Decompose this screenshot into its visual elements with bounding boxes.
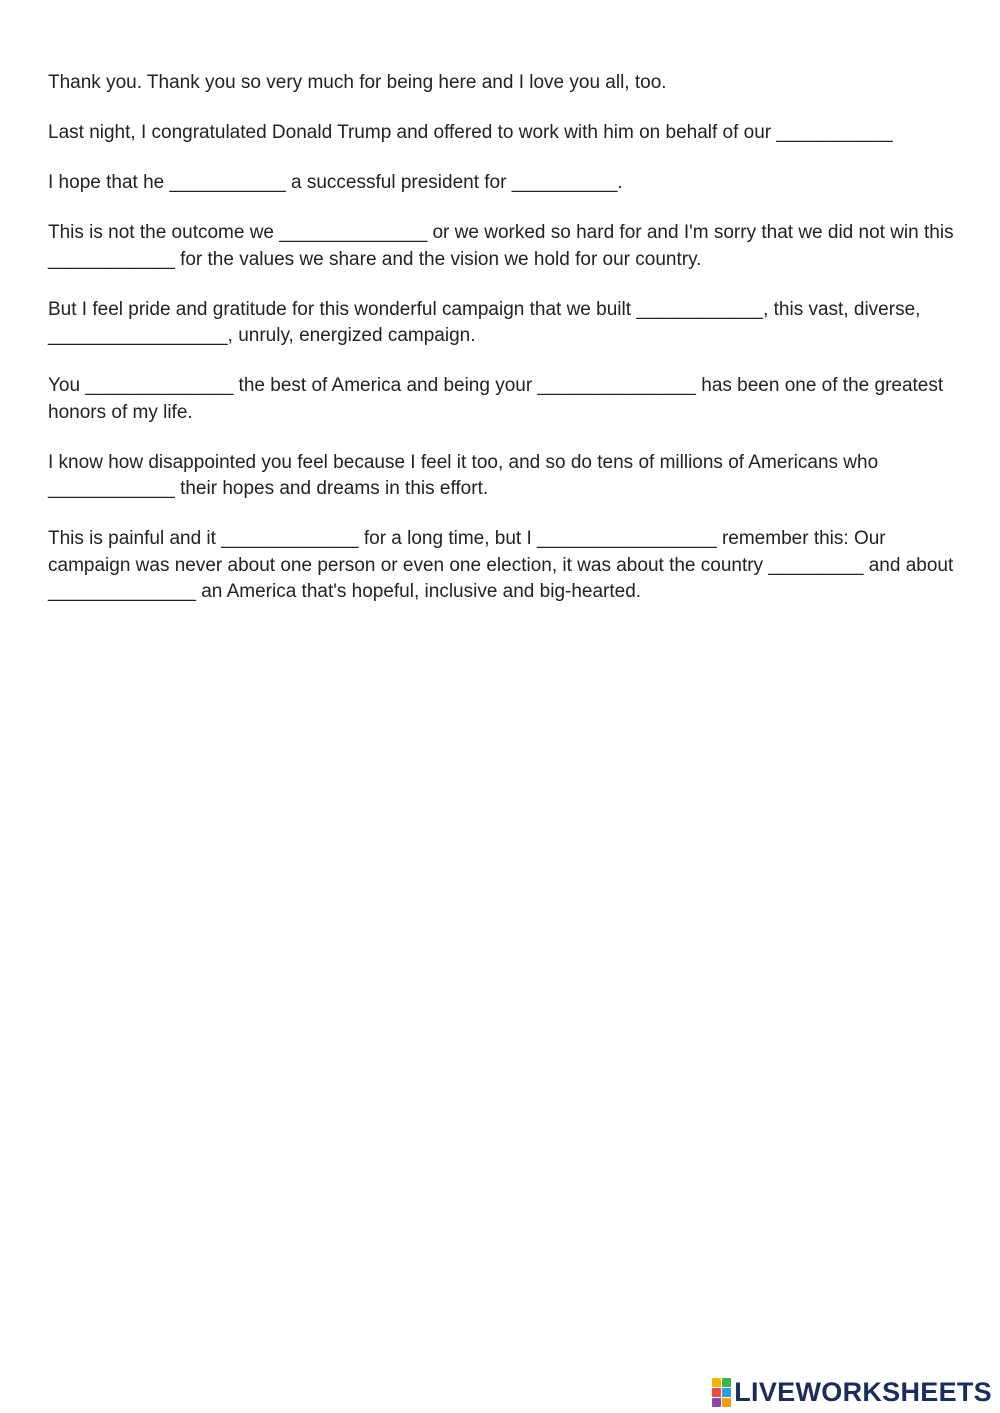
worksheet-body bbox=[48, 70, 958, 629]
paragraph-5: But I feel pride and gratitude for this wonderful campaign that we built ____________, this vast, diverse, _________________, unruly, energized campaign. bbox=[48, 298, 921, 346]
liveworksheets-brand bbox=[712, 1377, 992, 1407]
paragraph-3: I hope that he ___________ a successful president for __________. bbox=[48, 172, 623, 193]
logo-tile bbox=[722, 1388, 731, 1397]
logo-tile bbox=[712, 1398, 721, 1407]
brand-wordmark: LIVEWORKSHEETS bbox=[734, 1376, 992, 1407]
paragraph-2: Last night, I congratulated Donald Trump and offered to work with him on behalf of our ___________ bbox=[48, 122, 893, 143]
logo-tile bbox=[722, 1378, 731, 1387]
paragraph-6: You ______________ the best of America and being your _______________ has been one of the greatest honors of my life. bbox=[48, 375, 944, 423]
logo-tile bbox=[712, 1378, 721, 1387]
paragraph-4: This is not the outcome we ______________ or we worked so hard for and I'm sorry that we did not win this ____________ for the values we share and the vision we hold for our country. bbox=[48, 222, 954, 270]
paragraph-1: Thank you. Thank you so very much for being here and I love you all, too. bbox=[48, 72, 667, 93]
logo-tile bbox=[722, 1398, 731, 1407]
paragraph-8: This is painful and it _____________ for a long time, but I _________________ remember this: Our campaign was never about one person or even one election, it was about the country _________ and about ______________ an America that's hopeful, inclusive and big-hearted. bbox=[48, 528, 954, 602]
logo-tile bbox=[712, 1388, 721, 1397]
liveworksheets-logo-icon bbox=[712, 1378, 731, 1407]
paragraph-7: I know how disappointed you feel because I feel it too, and so do tens of millions of Americans who ____________ their hopes and dreams in this effort. bbox=[48, 451, 879, 499]
